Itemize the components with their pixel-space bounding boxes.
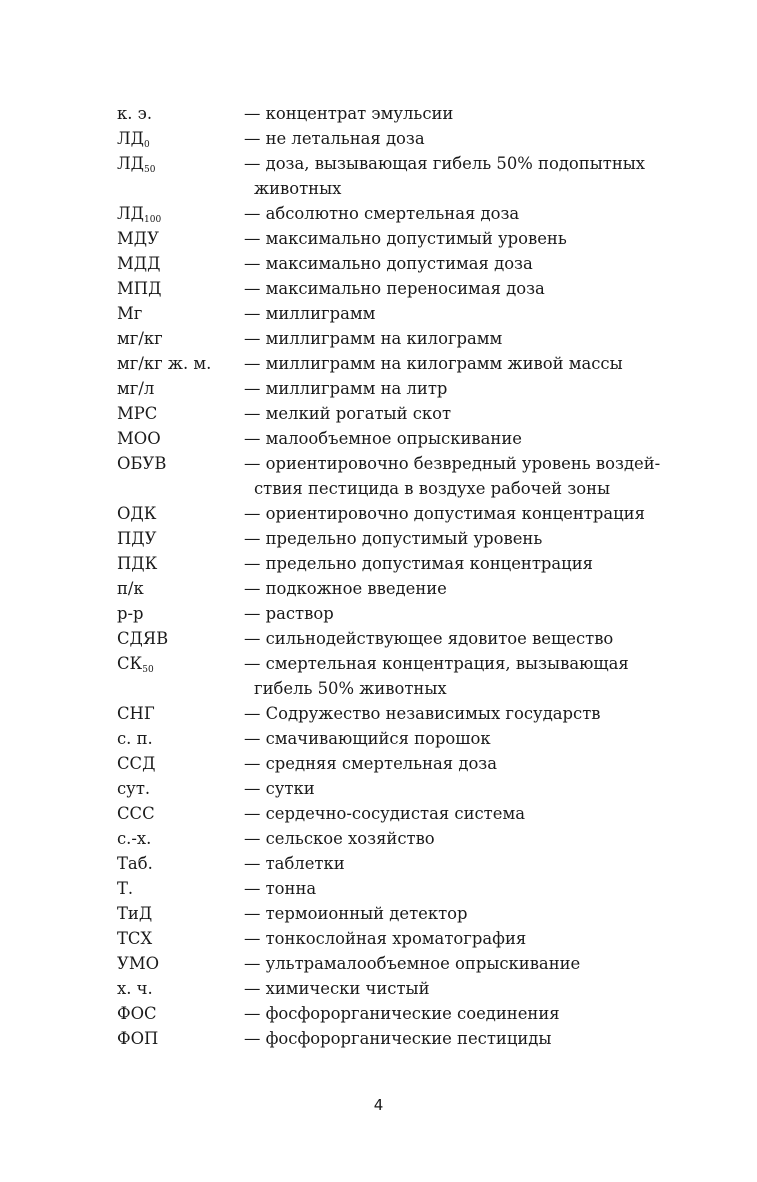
abbreviation-term: [117, 351, 244, 376]
definition-line: — малообъемное опрыскивание: [244, 429, 522, 448]
abbreviation-definition: [244, 101, 677, 126]
abbreviation-entry: [117, 951, 677, 976]
abbreviation-term: [117, 301, 244, 326]
abbreviation-entry: [117, 376, 677, 401]
abbreviation-text: СК: [117, 654, 143, 673]
definition-line: — химически чистый: [244, 979, 430, 998]
abbreviation-definition: [244, 326, 677, 351]
abbreviation-text: ЛД: [117, 154, 145, 173]
abbreviation-term: [117, 126, 244, 151]
abbreviation-term: [117, 626, 244, 651]
definition-line: — миллиграмм: [244, 304, 376, 323]
abbreviation-text: п/к: [117, 579, 144, 598]
definition-line: — мелкий рогатый скот: [244, 404, 452, 423]
abbreviation-text: ПДУ: [117, 529, 157, 548]
abbreviation-definition: [244, 801, 677, 826]
abbreviation-definition: [244, 876, 677, 901]
definition-line: — ориентировочно допустимая концентрация: [244, 504, 645, 523]
abbreviation-definition: [244, 776, 677, 801]
abbreviation-text: МДУ: [117, 229, 159, 248]
abbreviation-term: [117, 376, 244, 401]
definition-line: — предельно допустимый уровень: [244, 529, 543, 548]
abbreviation-entry: [117, 776, 677, 801]
abbreviation-subscript: 50: [144, 165, 156, 175]
definition-line: — термоионный детектор: [244, 904, 468, 923]
definition-line: — сельское хозяйство: [244, 829, 435, 848]
abbreviation-text: МОО: [117, 429, 161, 448]
abbreviation-text: ПДК: [117, 554, 158, 573]
abbreviation-definition: [244, 751, 677, 776]
definition-line: — сутки: [244, 779, 315, 798]
abbreviation-text: ТСХ: [117, 929, 153, 948]
definition-line: — ориентировочно безвредный уровень воздей-: [244, 454, 661, 473]
abbreviation-definition: [244, 426, 677, 451]
page-number: 4: [373, 1096, 384, 1114]
abbreviation-definition: [244, 201, 677, 226]
abbreviation-entry: [117, 326, 677, 351]
abbreviation-entry: [117, 276, 677, 301]
abbreviation-entry: [117, 1001, 677, 1026]
definition-line: — фосфорорганические пестициды: [244, 1029, 552, 1048]
abbreviation-entry: [117, 151, 677, 201]
abbreviation-term: [117, 201, 244, 226]
abbreviation-definition: [244, 251, 677, 276]
definition-line: — Содружество независимых государств: [244, 704, 601, 723]
abbreviation-entry: [117, 801, 677, 826]
definition-line: — концентрат эмульсии: [244, 104, 454, 123]
abbreviation-term: [117, 726, 244, 751]
abbreviation-term: [117, 976, 244, 1001]
definition-line: — тонна: [244, 879, 317, 898]
abbreviation-definition: [244, 701, 677, 726]
abbreviation-definition: [244, 126, 677, 151]
definition-line: — миллиграмм на литр: [244, 379, 448, 398]
abbreviation-text: ЛД: [117, 204, 145, 223]
definition-line: — не летальная доза: [244, 129, 425, 148]
abbreviation-text: ССД: [117, 754, 156, 773]
definition-line: — сильнодействующее ядовитое вещество: [244, 629, 614, 648]
abbreviation-definition: [244, 351, 677, 376]
abbreviation-text: р-р: [117, 604, 144, 623]
abbreviation-entry: [117, 301, 677, 326]
abbreviation-text: СНГ: [117, 704, 155, 723]
abbreviation-entry: [117, 226, 677, 251]
abbreviation-definition: [244, 576, 677, 601]
abbreviation-term: [117, 251, 244, 276]
abbreviation-definition: [244, 626, 677, 651]
abbreviation-text: мг/кг: [117, 329, 163, 348]
abbreviation-text: Т.: [117, 879, 134, 898]
abbreviation-term: [117, 426, 244, 451]
abbreviation-definition: [244, 726, 677, 751]
abbreviation-text: Таб.: [117, 854, 153, 873]
abbreviation-list: [117, 101, 677, 1051]
abbreviation-entry: [117, 826, 677, 851]
abbreviation-entry: [117, 526, 677, 551]
abbreviation-text: ТиД: [117, 904, 153, 923]
abbreviation-text: МДД: [117, 254, 161, 273]
abbreviation-term: [117, 1001, 244, 1026]
abbreviation-definition: [244, 901, 677, 926]
abbreviation-text: ССС: [117, 804, 155, 823]
abbreviation-definition: [244, 601, 677, 626]
abbreviation-subscript: 50: [142, 665, 154, 675]
abbreviation-entry: [117, 651, 677, 701]
abbreviation-term: [117, 876, 244, 901]
abbreviation-entry: [117, 501, 677, 526]
abbreviation-entry: [117, 976, 677, 1001]
abbreviation-text: с.-х.: [117, 829, 152, 848]
abbreviation-definition: [244, 976, 677, 1001]
abbreviation-entry: [117, 251, 677, 276]
definition-line: — миллиграмм на килограмм живой массы: [244, 354, 623, 373]
abbreviation-text: Мг: [117, 304, 143, 323]
abbreviation-entry: [117, 601, 677, 626]
abbreviation-entry: [117, 926, 677, 951]
abbreviation-definition: [244, 401, 677, 426]
abbreviation-term: [117, 501, 244, 526]
abbreviation-term: [117, 701, 244, 726]
abbreviation-definition: [244, 376, 677, 401]
definition-line: — ультрамалообъемное опрыскивание: [244, 954, 581, 973]
abbreviation-term: [117, 926, 244, 951]
abbreviation-entry: [117, 876, 677, 901]
abbreviation-text: СДЯВ: [117, 629, 169, 648]
abbreviation-term: [117, 226, 244, 251]
abbreviation-entry: [117, 351, 677, 376]
abbreviation-term: [117, 451, 244, 476]
abbreviation-text: ОДК: [117, 504, 157, 523]
definition-line: — таблетки: [244, 854, 345, 873]
abbreviation-entry: [117, 451, 677, 501]
definition-line: — абсолютно смертельная доза: [244, 204, 520, 223]
abbreviation-term: [117, 851, 244, 876]
abbreviation-text: с. п.: [117, 729, 153, 748]
abbreviation-entry: [117, 626, 677, 651]
abbreviation-text: мг/л: [117, 379, 155, 398]
abbreviation-term: [117, 651, 244, 676]
definition-line: — раствор: [244, 604, 334, 623]
definition-line: — сердечно-сосудистая система: [244, 804, 525, 823]
definition-line: — максимально переносимая доза: [244, 279, 545, 298]
abbreviation-definition: [244, 501, 677, 526]
abbreviation-text: УМО: [117, 954, 160, 973]
definition-continuation: гибель 50% животных: [254, 679, 447, 698]
abbreviation-definition: [244, 301, 677, 326]
abbreviation-term: [117, 551, 244, 576]
definition-line: — миллиграмм на килограмм: [244, 329, 503, 348]
abbreviation-definition: [244, 526, 677, 551]
abbreviation-entry: [117, 551, 677, 576]
abbreviation-entry: [117, 901, 677, 926]
abbreviation-definition: [244, 826, 677, 851]
abbreviation-term: [117, 826, 244, 851]
definition-line: — фосфорорганические соединения: [244, 1004, 560, 1023]
definition-line: — тонкослойная хроматография: [244, 929, 527, 948]
abbreviation-entry: [117, 426, 677, 451]
abbreviation-term: [117, 326, 244, 351]
abbreviation-definition: [244, 226, 677, 251]
abbreviation-term: [117, 901, 244, 926]
abbreviation-text: ФОС: [117, 1004, 157, 1023]
abbreviation-term: [117, 1026, 244, 1051]
abbreviation-term: [117, 526, 244, 551]
definition-line: — максимально допустимый уровень: [244, 229, 567, 248]
abbreviation-text: х. ч.: [117, 979, 153, 998]
abbreviation-term: [117, 601, 244, 626]
abbreviation-entry: [117, 101, 677, 126]
abbreviation-entry: [117, 401, 677, 426]
abbreviation-entry: [117, 851, 677, 876]
definition-line: — максимально допустимая доза: [244, 254, 533, 273]
abbreviation-text: МПД: [117, 279, 162, 298]
abbreviation-subscript: 100: [144, 215, 162, 225]
definition-continuation: животных: [254, 179, 342, 198]
abbreviation-term: [117, 776, 244, 801]
abbreviation-term: [117, 401, 244, 426]
definition-line: — доза, вызывающая гибель 50% подопытных: [244, 154, 646, 173]
abbreviation-term: [117, 151, 244, 176]
abbreviation-definition: [244, 151, 677, 201]
abbreviation-text: ОБУВ: [117, 454, 167, 473]
definition-line: — подкожное введение: [244, 579, 447, 598]
abbreviation-definition: [244, 851, 677, 876]
abbreviation-text: МРС: [117, 404, 158, 423]
abbreviation-entry: [117, 1026, 677, 1051]
abbreviation-term: [117, 951, 244, 976]
abbreviation-subscript: 0: [144, 140, 150, 150]
abbreviation-definition: [244, 951, 677, 976]
abbreviation-entry: [117, 576, 677, 601]
abbreviation-term: [117, 801, 244, 826]
abbreviation-entry: [117, 201, 677, 226]
definition-line: — предельно допустимая концентрация: [244, 554, 593, 573]
abbreviation-definition: [244, 451, 677, 501]
definition-continuation: ствия пестицида в воздухе рабочей зоны: [254, 479, 611, 498]
abbreviation-definition: [244, 926, 677, 951]
definition-line: — средняя смертельная доза: [244, 754, 498, 773]
abbreviation-text: ЛД: [117, 129, 145, 148]
abbreviation-term: [117, 576, 244, 601]
abbreviation-term: [117, 751, 244, 776]
abbreviation-term: [117, 276, 244, 301]
abbreviation-entry: [117, 751, 677, 776]
definition-line: — смачивающийся порошок: [244, 729, 491, 748]
abbreviation-text: ФОП: [117, 1029, 159, 1048]
abbreviation-definition: [244, 651, 677, 701]
abbreviation-text: мг/кг ж. м.: [117, 354, 212, 373]
abbreviation-entry: [117, 701, 677, 726]
abbreviation-entry: [117, 126, 677, 151]
abbreviation-definition: [244, 551, 677, 576]
abbreviation-text: сут.: [117, 779, 151, 798]
abbreviation-definition: [244, 276, 677, 301]
abbreviation-text: к. э.: [117, 104, 153, 123]
abbreviation-term: [117, 101, 244, 126]
abbreviation-definition: [244, 1001, 677, 1026]
definition-line: — смертельная концентрация, вызывающая: [244, 654, 629, 673]
abbreviation-entry: [117, 726, 677, 751]
abbreviation-definition: [244, 1026, 677, 1051]
